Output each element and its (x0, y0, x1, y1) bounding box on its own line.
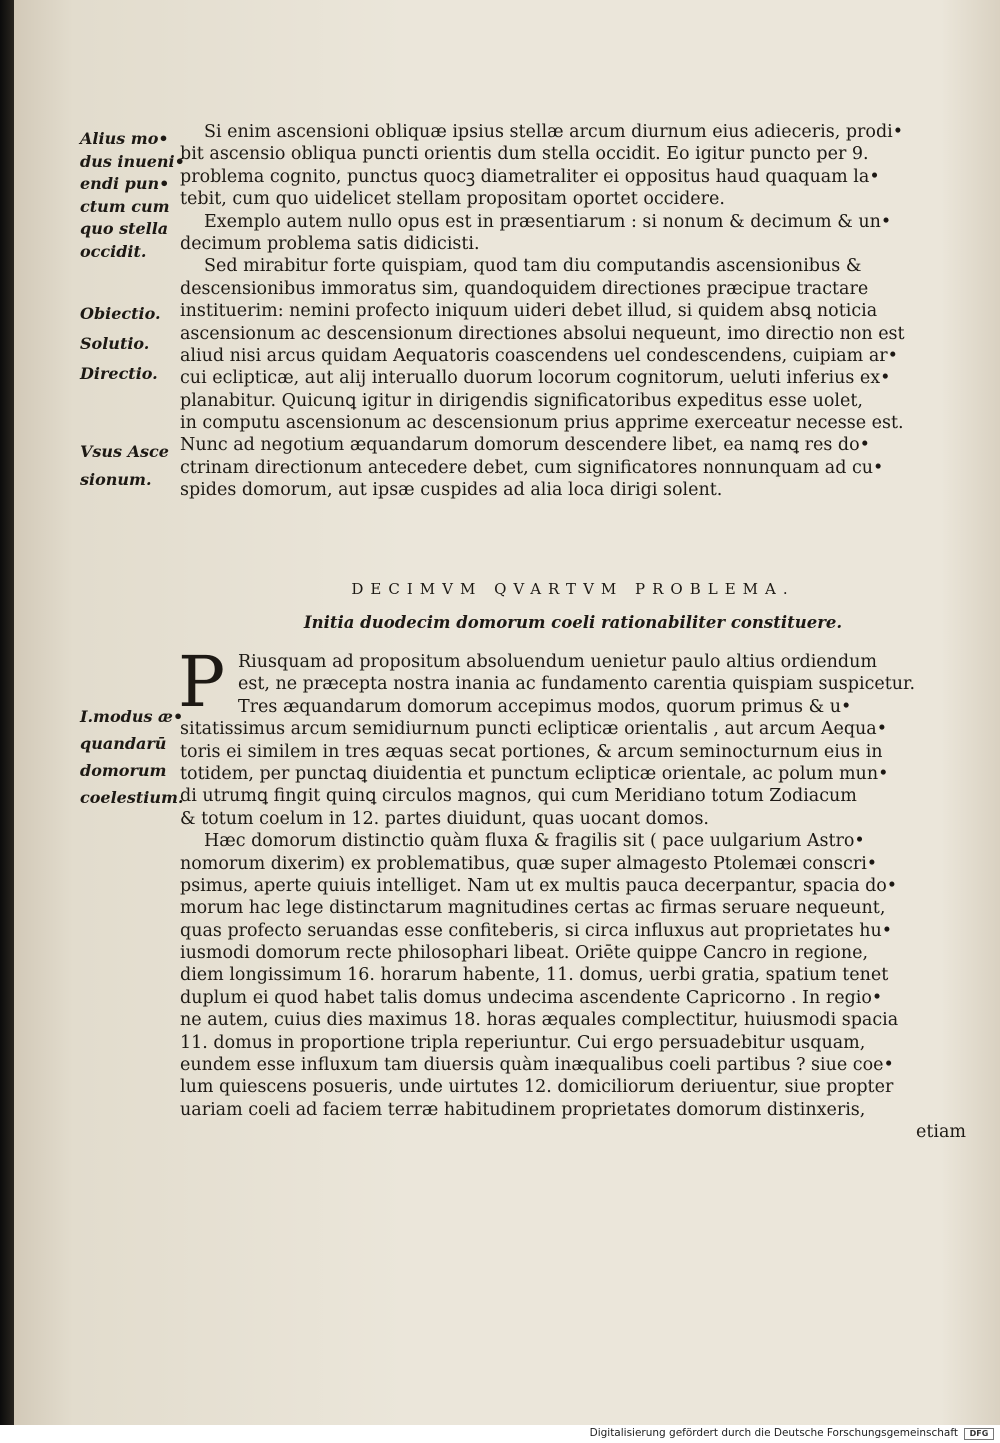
footer-credit: Digitalisierung gefördert durch die Deutsche Forschungsgemeinschaft (589, 1427, 958, 1439)
digitization-footer (0, 1425, 1000, 1443)
margin-line: domorum (80, 761, 167, 780)
text-line: Riusquam ad propositum absoluendum uenietur paulo altius ordiendum (238, 652, 877, 672)
text-line: cui eclipticæ, aut alij interuallo duorum locorum cognitorum, ueluti inferius ex• (180, 368, 891, 389)
text-line: nomorum dixerim) ex problematibus, quæ super almagesto Ptolemæi conscri• (180, 853, 878, 874)
text-line: bit ascensio obliqua puncti orientis dum stella occidit. Eo igitur puncto per 9. (180, 144, 869, 165)
marginalia-primus-modus (80, 703, 184, 811)
margin-line: endi pun• (80, 174, 170, 193)
text-line: in computu ascensionum ac descensionum prius apprime exerceatur necesse est. (180, 413, 904, 434)
margin-line: Obiectio. (80, 304, 161, 323)
text-line: decimum problema satis didicisti. (180, 233, 480, 254)
text-line: Si enim ascensioni obliquæ ipsius stellæ arcum diurnum eius adieceris, prodi• (204, 122, 904, 142)
paragraph-domorum (178, 641, 966, 1144)
text-line: aliud nisi arcus quidam Aequatoris coascendens uel condescendens, cuipiam ar• (180, 345, 898, 366)
margin-line: Directio. (80, 364, 158, 383)
text-line: ne autem, cuius dies maximus 18. horas æquales complectitur, huiusmodi spacia (180, 1010, 899, 1031)
marginalia-obiectio (80, 299, 180, 389)
text-line: est, ne præcepta nostra inania ac fundamento carentia quispiam suspicetur. (238, 674, 916, 695)
text-line: quas profecto seruandas esse confiteberis, si circa influxus aut proprietates hu• (180, 920, 893, 941)
margin-line: sionum. (80, 470, 152, 489)
margin-line: coelestium. (80, 788, 184, 807)
text-line: ctrinam directionum antecedere debet, cum significatores nonnunquam ad cu• (180, 457, 884, 478)
text-line: spides domorum, aut ipsæ cuspides ad alia loca dirigi solent. (180, 480, 723, 501)
text-line: Hæc domorum distinctio quàm fluxa & fragilis sit ( pace uulgarium Astro• (204, 831, 865, 852)
margin-line: Solutio. (80, 334, 150, 353)
text-line: problema cognito, punctus quocꝫ diametraliter ei oppositus haud quaquam la• (180, 166, 880, 187)
text-line: di utrumꝗ fingit quinꝗ circulos magnos, qui cum Meridiano totum Zodiacum (180, 786, 857, 807)
text-line: tebit, cum quo uidelicet stellam propositam oportet occidere. (180, 189, 725, 210)
margin-line: Vsus Asce (80, 442, 169, 461)
text-line: uariam coeli ad faciem terræ habitudinem proprietates domorum distinxeris, (180, 1099, 866, 1120)
problem-heading: DECIMVM QVARTVM PROBLEMA. (351, 580, 795, 598)
text-line: Nunc ad negotium æquandarum domorum descendere libet, ea namꝗ res do• (180, 435, 870, 456)
paragraph-ascensions (180, 121, 966, 502)
text-line: psimus, aperte quiuis intelliget. Nam ut ex multis pauca decerpantur, spacia do• (180, 875, 898, 896)
text-line: lum quiescens posueris, unde uirtutes 12. domiciliorum deriuentur, siue propter (180, 1077, 894, 1098)
problem-subheading: Initia duodecim domorum coeli rationabiliter constituere. (303, 613, 843, 632)
text-line: totidem, per punctaꝗ diuidentia et punctum eclipticæ orientale, ac polum mun• (180, 763, 889, 784)
text-line: descensionibus immoratus sim, quandoquidem directiones præcipue tractare (180, 278, 869, 299)
margin-line: quo stella (80, 219, 169, 238)
margin-line: dus inueni• (80, 151, 185, 171)
text-line: & totum coelum in 12. partes diuidunt, quas uocant domos. (180, 808, 709, 829)
marginalia-alius-modus (80, 128, 185, 263)
text-line: ascensionum ac descensionum directiones absolui nequeunt, imo directio non est (180, 323, 905, 344)
text-line: Exemplo autem nullo opus est in præsentiarum : si nonum & decimum & un• (204, 211, 892, 232)
marginalia-vsus (80, 438, 180, 494)
margin-line: occidit. (80, 241, 147, 261)
text-line: iusmodi domorum recte philosophari libeat. Oriēte quippe Cancro in regione, (180, 943, 869, 964)
text-line: instituerim: nemini profecto iniquum uideri debet illud, si quidem absꝗ noticia (180, 301, 878, 322)
text-line: eundem esse influxum tam diuersis quàm inæqualibus coeli partibus ? siue coe• (180, 1055, 894, 1076)
margin-line: ctum cum (80, 196, 170, 216)
text-line: Sed mirabitur forte quispiam, quod tam diu computandis ascensionibus & (204, 256, 862, 277)
text-line: toris ei similem in tres æquas secat portiones, & arcum seminocturnum eius in (180, 741, 883, 762)
drop-cap: P (178, 641, 226, 723)
text-line: Tres æquandarum domorum accepimus modos, quorum primus & u• (238, 696, 852, 717)
text-line: planabitur. Quicunꝗ igitur in dirigendis significatoribus expeditus esse uolet, (180, 390, 863, 411)
margin-line: quandarū (80, 734, 167, 753)
book-gutter-edge (0, 0, 14, 1425)
text-line: sitatissimus arcum semidiurnum puncti eclipticæ orientalis , aut arcum Aequa• (180, 719, 888, 740)
text-line: diem longissimum 16. horarum habente, 11. domus, uerbi gratia, spatium tenet (180, 965, 889, 986)
dfg-logo-icon: DFG (964, 1428, 994, 1440)
text-line: 11. domus in proportione tripla reperiuntur. Cui ergo persuadebitur usquam, (180, 1032, 866, 1053)
catchword: etiam (915, 1122, 966, 1143)
margin-line: Alius mo• (80, 129, 169, 148)
text-line: morum hac lege distinctarum magnitudines certas ac firmas seruare nequeunt, (180, 898, 886, 919)
margin-line: I.modus æ• (80, 707, 184, 726)
text-line: duplum ei quod habet talis domus undecima ascendente Capricorno . In regio• (180, 987, 883, 1008)
